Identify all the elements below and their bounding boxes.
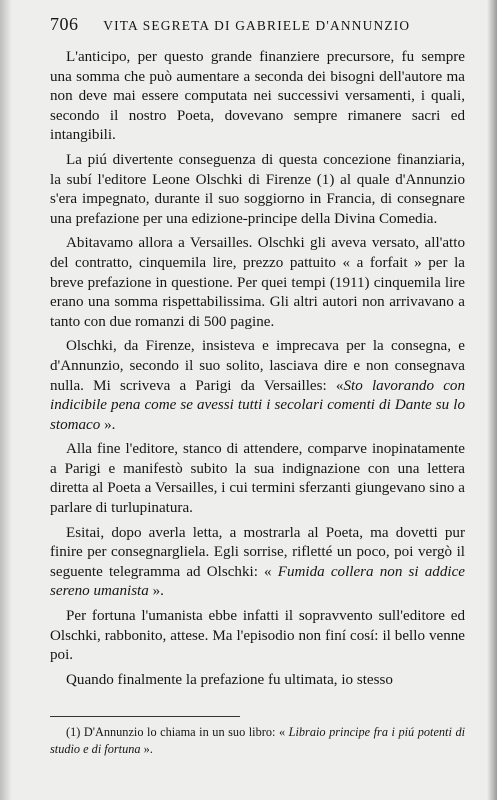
paragraph-text: L'anticipo, per questo grande finanziere precursore, fu sempre una somma che può aumentare a seconda dei bisogni dell'autore ma non deve mai essere computata nei successivi versamenti, i quali, secondo il nostro Poeta, dovevano sempre rimanere sacri ed intangibili. xyxy=(50,49,465,144)
paragraph xyxy=(50,671,465,691)
footnote-text: (1) D'Annunzio lo chiama in un suo libro: « xyxy=(66,725,286,739)
page-number: 706 xyxy=(50,14,79,34)
quotation-italic: Sto lavorando con indicibile pena come se avessi tutti i secolari comenti di Dante su lo stomaco xyxy=(50,377,465,433)
paragraph-text-end: ». xyxy=(100,416,116,433)
paragraph-text: Per fortuna l'umanista ebbe infatti il sopravvento sull'editore ed Olschki, rabbonito, attese. Ma l'episodio non finí cosí: il bello venne poi. xyxy=(50,608,465,664)
paragraph xyxy=(50,234,465,332)
paragraph xyxy=(50,337,465,435)
page-edge-shadow-right xyxy=(487,0,497,800)
paragraph-text-end: ». xyxy=(148,583,164,600)
footnote xyxy=(50,724,465,758)
paragraph xyxy=(50,524,465,602)
paragraph-text: Esitai, dopo averla letta, a mostrarla al Poeta, ma dovetti pur finire per consegnargliela. Egli sorrise, rifletté un poco, poi vergò il seguente telegramma ad Olschki: « xyxy=(50,524,465,580)
paragraph-text: La piú divertente conseguenza di questa concezione finanziaria, la subí l'editore Leone Olschki di Firenze (1) al quale d'Annunzio s'era impegnato, durante il suo soggiorno in Francia, di consegnare una prefazione per una edizione-principe della Divina Comedia. xyxy=(50,151,465,227)
paragraph-text: Alla fine l'editore, stanco di attendere, comparve inopinatamente a Parigi e manifestò subito la sua indignazione con una lettera diretta al Poeta a Versailles, i cui termini sferzanti giungevano sino a parlare di turlupinatura. xyxy=(50,441,465,517)
paragraph xyxy=(50,151,465,229)
paragraph-text: Quando finalmente la prefazione fu ultimata, io stesso xyxy=(66,671,393,688)
paragraph-text: Olschki, da Firenze, insisteva e imprecava per la consegna, e d'Annunzio, secondo il suo solito, lasciava dire e non consegnava nulla. Mi scriveva a Parigi da Versailles: « xyxy=(50,338,465,394)
paragraph xyxy=(50,48,465,146)
quotation-italic: Fumida collera non si addice sereno umanista xyxy=(50,563,465,600)
paragraph xyxy=(50,440,465,518)
page-header xyxy=(50,14,465,38)
page-edge-shadow-left xyxy=(0,0,12,800)
page-body xyxy=(50,48,465,690)
paragraph xyxy=(50,607,465,666)
footnote-text-end: ». xyxy=(140,742,153,756)
running-title: VITA SEGRETA DI GABRIELE D'ANNUNZIO xyxy=(103,18,411,33)
paragraph-text: Abitavamo allora a Versailles. Olschki gli aveva versato, all'atto del contratto, cinquemila lire, prezzo pattuito « a forfait » per la breve prefazione in questione. Per quei tempi (1911) cinquemila lire erano una somma rispettabilissima. Gli altri autori non arrivavano a tanto con due romanzi di 500 pagine. xyxy=(50,235,465,330)
footnote-rule xyxy=(50,716,240,717)
footnote-italic: Libraio principe fra i piú potenti di studio e di fortuna xyxy=(50,725,466,756)
